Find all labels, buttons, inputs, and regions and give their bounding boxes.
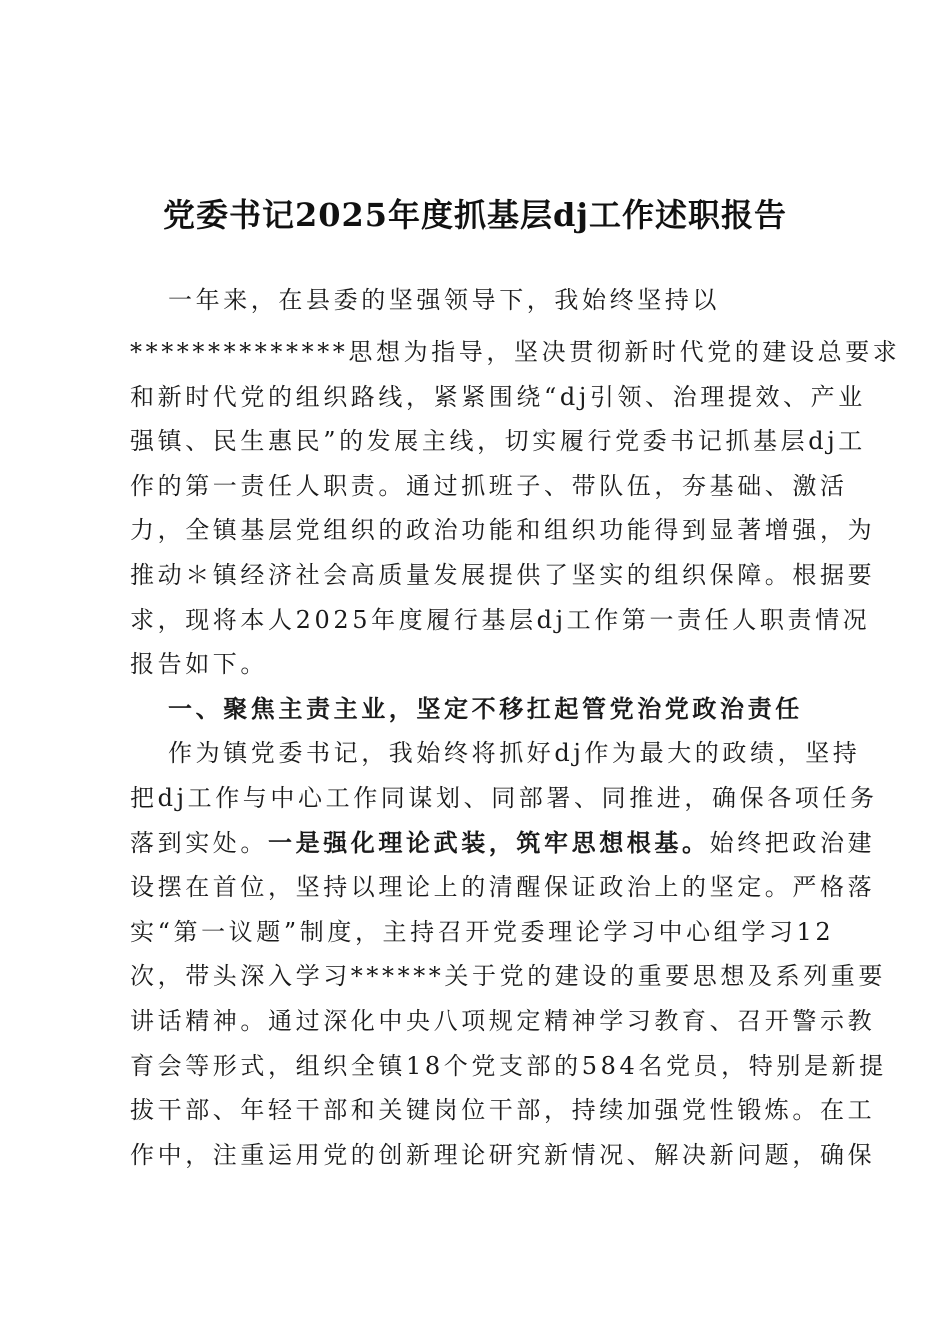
paragraph-line: 育会等形式，组织全镇18个党支部的584名党员，特别是新提 xyxy=(130,1051,887,1080)
document-title: 党委书记2025年度抓基层dj工作述职报告 xyxy=(162,196,788,234)
text-segment: 落到实处。 xyxy=(130,828,268,857)
paragraph-line: 力，全镇基层党组织的政治功能和组织功能得到显著增强，为 xyxy=(130,516,876,545)
paragraph-line: 作为镇党委书记，我始终将抓好dj作为最大的政绩，坚持 xyxy=(168,739,861,768)
paragraph-line: 作的第一责任人职责。通过抓班子、带队伍，夯基础、激活 xyxy=(130,471,848,500)
paragraph-line: 设摆在首位，坚持以理论上的清醒保证政治上的坚定。严格落 xyxy=(130,873,876,902)
paragraph-line: 拔干部、年轻干部和关键岗位干部，持续加强党性锻炼。在工 xyxy=(130,1096,876,1125)
paragraph-line: 一年来，在县委的坚强领导下，我始终坚持以 xyxy=(168,286,720,314)
bold-subheading: 一是强化理论武装，筑牢思想根基。 xyxy=(268,827,710,857)
paragraph-line: 和新时代党的组织路线，紧紧围绕“dj引领、治理提效、产业 xyxy=(130,382,866,411)
paragraph-line: 强镇、民生惠民”的发展主线，切实履行党委书记抓基层dj工 xyxy=(130,427,866,456)
paragraph-line: 推动＊镇经济社会高质量发展提供了坚实的组织保障。根据要 xyxy=(130,560,876,589)
paragraph-line: **************思想为指导，坚决贯彻新时代党的建设总要求 xyxy=(130,338,901,366)
paragraph-line: 报告如下。 xyxy=(130,650,268,679)
paragraph-line: 把dj工作与中心工作同谋划、同部署、同推进，确保各项任务 xyxy=(130,783,878,812)
paragraph-line: 次，带头深入学习******关于党的建设的重要思想及系列重要 xyxy=(130,962,886,991)
document-body xyxy=(130,282,901,1181)
paragraph-line xyxy=(130,825,876,870)
section-heading: 一、聚焦主责主业，坚定不移扛起管党治党政治责任 xyxy=(168,693,803,723)
paragraph-line: 作中，注重运用党的创新理论研究新情况、解决新问题，确保 xyxy=(130,1140,876,1169)
paragraph-line: 求，现将本人2025年度履行基层dj工作第一责任人职责情况 xyxy=(130,605,871,634)
text-segment: 始终把政治建 xyxy=(709,828,876,857)
paragraph-line: 讲话精神。通过深化中央八项规定精神学习教育、召开警示教 xyxy=(130,1006,876,1035)
paragraph-line: 实“第一议题”制度，主持召开党委理论学习中心组学习12 xyxy=(130,917,835,946)
